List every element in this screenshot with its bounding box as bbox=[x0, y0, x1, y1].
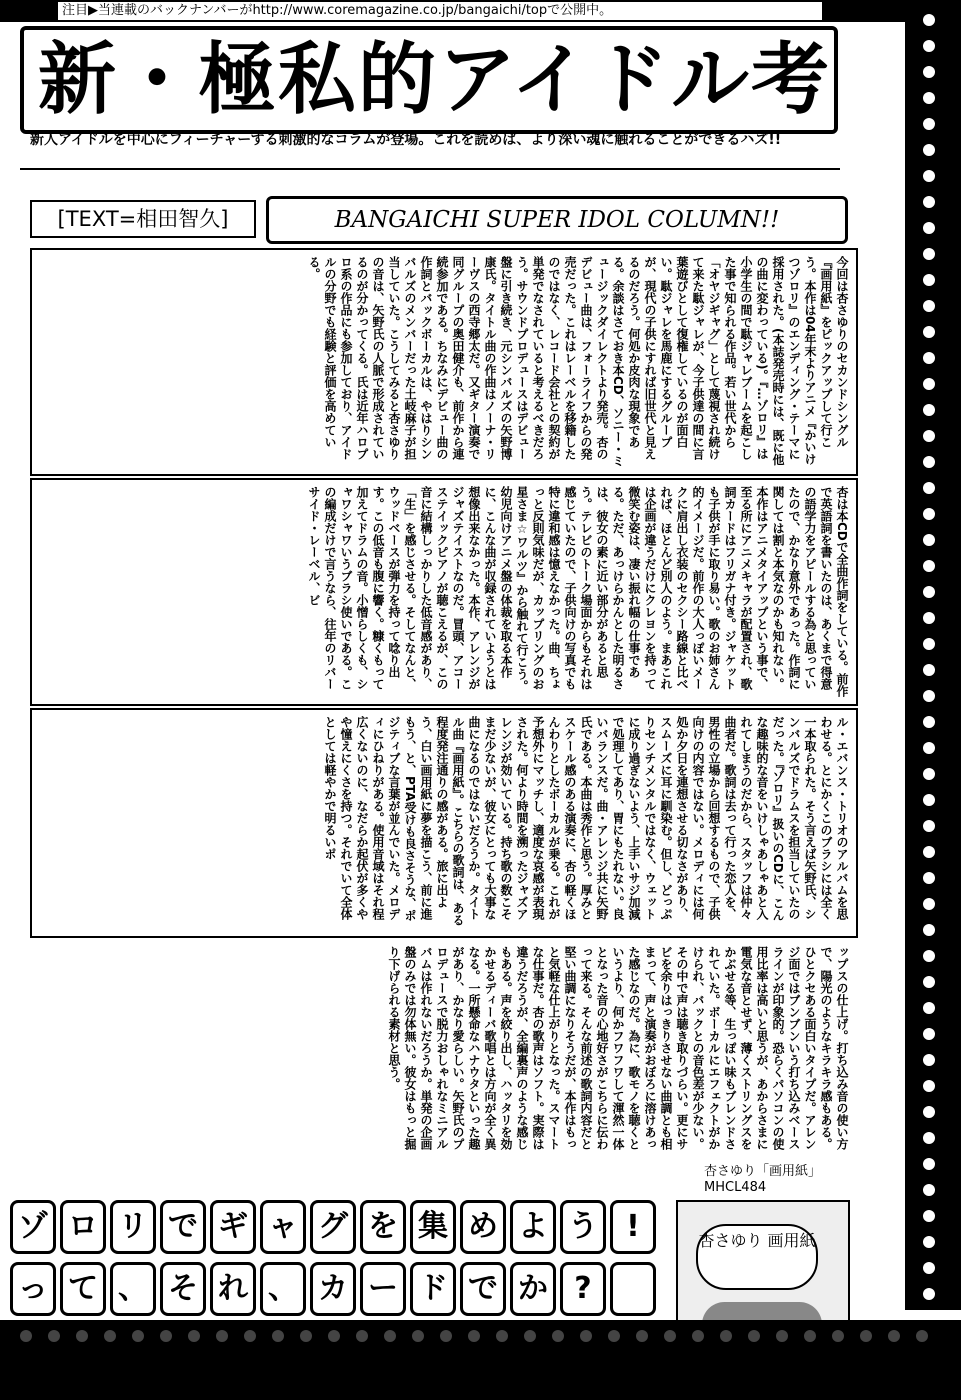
side-dot bbox=[923, 404, 935, 416]
side-dot bbox=[923, 690, 935, 702]
side-dot bbox=[923, 118, 935, 130]
bottom-dot bbox=[748, 1330, 760, 1342]
side-dot bbox=[923, 1236, 935, 1248]
divider bbox=[20, 168, 840, 170]
side-dot bbox=[923, 66, 935, 78]
letter-tile: グ bbox=[310, 1200, 356, 1254]
letter-tile: ゾ bbox=[10, 1200, 56, 1254]
letter-tile bbox=[610, 1262, 656, 1316]
bottom-dot bbox=[104, 1330, 116, 1342]
side-dot bbox=[923, 352, 935, 364]
side-dot bbox=[923, 40, 935, 52]
side-dot bbox=[923, 1158, 935, 1170]
bottom-dot bbox=[328, 1330, 340, 1342]
side-dot bbox=[923, 1106, 935, 1118]
side-dot bbox=[923, 300, 935, 312]
bottom-dot bbox=[552, 1330, 564, 1342]
page-title: 新・極私的アイドル考 bbox=[38, 35, 831, 125]
bottom-dot bbox=[76, 1330, 88, 1342]
bottom-black-bar bbox=[0, 1320, 961, 1400]
letter-tile: そ bbox=[160, 1262, 206, 1316]
letter-tile: ド bbox=[410, 1262, 456, 1316]
letter-tile: 、 bbox=[260, 1262, 306, 1316]
top-black-bar bbox=[0, 0, 961, 22]
side-dot bbox=[923, 820, 935, 832]
side-dot bbox=[923, 924, 935, 936]
column-row-3 bbox=[30, 708, 858, 938]
side-dot bbox=[923, 378, 935, 390]
cd-title-caption: 杏さゆり「画用紙」 bbox=[704, 1164, 822, 1179]
side-dot bbox=[923, 664, 935, 676]
bottom-dot bbox=[468, 1330, 480, 1342]
letter-tile: で bbox=[160, 1200, 206, 1254]
bottom-dot bbox=[160, 1330, 172, 1342]
tile-row-2 bbox=[10, 1262, 670, 1318]
side-dot bbox=[923, 612, 935, 624]
bottom-dot bbox=[48, 1330, 60, 1342]
side-dot bbox=[923, 1054, 935, 1066]
bottom-dot bbox=[692, 1330, 704, 1342]
side-dot bbox=[923, 1210, 935, 1222]
letter-tile: か bbox=[510, 1262, 556, 1316]
column-banner: BANGAICHI SUPER IDOL COLUMN!! bbox=[266, 196, 848, 244]
side-dot bbox=[923, 170, 935, 182]
bottom-dot bbox=[664, 1330, 676, 1342]
side-dot bbox=[923, 1184, 935, 1196]
letter-tile: を bbox=[360, 1200, 406, 1254]
side-dot bbox=[923, 872, 935, 884]
bottom-dot bbox=[916, 1330, 928, 1342]
bottom-dot bbox=[832, 1330, 844, 1342]
bottom-dot bbox=[608, 1330, 620, 1342]
letter-tile: め bbox=[460, 1200, 506, 1254]
side-dot bbox=[923, 92, 935, 104]
cover-logo: 杏さゆり 画用紙 bbox=[696, 1224, 818, 1290]
bottom-dot bbox=[20, 1330, 32, 1342]
bottom-dot bbox=[804, 1330, 816, 1342]
side-dot bbox=[923, 1132, 935, 1144]
letter-tile: ロ bbox=[60, 1200, 106, 1254]
tile-row-1 bbox=[10, 1200, 670, 1256]
letter-tile: 集 bbox=[410, 1200, 456, 1254]
side-dot bbox=[923, 742, 935, 754]
bottom-dot bbox=[888, 1330, 900, 1342]
bottom-dot bbox=[244, 1330, 256, 1342]
letter-tile: リ bbox=[110, 1200, 156, 1254]
letter-tile: 、 bbox=[110, 1262, 156, 1316]
bottom-dot bbox=[412, 1330, 424, 1342]
backnumber-note: 注目▶当連載のバックナンバーがhttp://www.coremagazine.co.jp/bangaichi/topで公開中。 bbox=[58, 2, 822, 20]
bottom-dot bbox=[272, 1330, 284, 1342]
side-dot bbox=[923, 898, 935, 910]
column-row-4 bbox=[30, 940, 858, 1158]
bottom-dot bbox=[300, 1330, 312, 1342]
bottom-dot bbox=[356, 1330, 368, 1342]
side-dot bbox=[923, 482, 935, 494]
side-dot bbox=[923, 508, 935, 520]
side-dot bbox=[923, 14, 935, 26]
column-row-1 bbox=[30, 248, 858, 476]
letter-tile: で bbox=[460, 1262, 506, 1316]
letter-tile: ギ bbox=[210, 1200, 256, 1254]
side-dot bbox=[923, 638, 935, 650]
letter-tile: よ bbox=[510, 1200, 556, 1254]
side-dot bbox=[923, 846, 935, 858]
side-dot bbox=[923, 950, 935, 962]
side-dot bbox=[923, 196, 935, 208]
title-box bbox=[20, 26, 838, 134]
bottom-dot bbox=[860, 1330, 872, 1342]
cd-catalog-number: MHCL484 bbox=[704, 1180, 767, 1195]
letter-tile: れ bbox=[210, 1262, 256, 1316]
side-dot bbox=[923, 716, 935, 728]
letter-tile: ? bbox=[560, 1262, 606, 1316]
article-column-1: 今回は杏さゆりのセカンドシングル『画用紙』をピックアップして行こう。本作は04年末よりアニメ『かいけつゾロリ』のエンディング・テーマに採用された。(本誌発売時には、既に他の曲に変わっている)。『…ゾロリ』は小学生の間で駄ジャレブームを起こした事で知られる作品。若い世代から「オヤジギャグ」として蔑視され続けて来た駄ジャレが、今子供達の間に言葉遊びとして復権しているのが面白い。駄ジャレを馬鹿にするグループが、現代の子供にすれば旧世代と見えるのだろう。何処か皮肉な現象である。余談はさておき本CD、ソニー・ミュージックダイレクトより発売。杏のデビュー曲は、フォーライフからの発売だった。これはレーベルを移籍したのではなく、レコード会社との契約が単発でなされていると考えるべきだろう。サウンドプロデュースはデビュー盤に引き続き、元シンバルズの矢野博康氏。タイトル曲の作曲はノーナ・リーヴスの西寺郷太だ。又ギター演奏で同グループの奥田健介も、前作から連続参加である。ちなみにデビュー曲の作詞とバックボーカルは、やはりシンバルズのメンバーだった土岐麻子が担当していた。こうしてみると杏さゆりの音は、矢野氏の人脈で形成されているのが分かってくる。氏は近年ハロプロ系の作品にも参加しており、アイドルの分野でも経験と評価を高めている。 bbox=[307, 256, 849, 467]
column-row-2 bbox=[30, 478, 858, 706]
bottom-dot bbox=[580, 1330, 592, 1342]
bottom-dot bbox=[132, 1330, 144, 1342]
side-dot bbox=[923, 144, 935, 156]
article-column-3: ル・エバンス・トリオのアルバムを思わせる。とにかくこのブラシには全く一本取られた。そう言えば矢野氏、シンバルズでドラムスを担当していたのだった。『ゾロリ』扱いのCDに、こんな趣味的な音をいけしゃあしゃあと入れてしまうのだから、スタッフは仲々曲者だ。歌詞は去って行った恋人を、男性の立場から回想するもので、子供向けの内容ではない。メロディには何処か夕日を連想させる切なさがあり、スムーズに耳に馴染む。但し、どっぷりセンチメンタルではなく、ウェットに成り過ぎないよう、上手いサジ加減で処理してあり、胃にもたれない。良いバランスだ。曲・アレンジ共に矢野氏である。本曲は秀作と思う。厚みとスケール感のある演奏に、杏の軽くほんわりとしたボーカルが乗る。これが予想外にマッチし、適度な哀感が表現された。何より時間を溯ったジャズアレンジが効いている。持ち歌の数こそまだ少ないが、彼女にとっても大事な曲になるのではないだろうか。タイトル曲『画用紙』。こちらの歌詞は、ある程度発注通りの感がある。旅に出よう、白い画用紙に夢を描こう、前に進もう、と、PTA受けも良さそうな、ポジティブな言葉が並んでいた。メロディにひねりがある。使用音域はそれ程広くないのに、なだらか起伏が多くやや憧えにくさを持つ。それでいて全体としては軽やかで明るいポ bbox=[323, 716, 849, 926]
side-dot bbox=[923, 1080, 935, 1092]
bottom-dot bbox=[524, 1330, 536, 1342]
side-dot bbox=[923, 430, 935, 442]
text-credit: [TEXT=相田智久] bbox=[30, 200, 256, 238]
letter-tile: っ bbox=[10, 1262, 56, 1316]
bottom-dot bbox=[776, 1330, 788, 1342]
side-dot bbox=[923, 1262, 935, 1274]
bottom-dot bbox=[720, 1330, 732, 1342]
side-dot bbox=[923, 534, 935, 546]
intro-text: 新人アイドルを中心にフィーチャーする刺激的なコラムが登場。これを読めば、より深い魂に触れることができるハズ!! bbox=[30, 132, 782, 148]
letter-tile: ー bbox=[360, 1262, 406, 1316]
side-dot bbox=[923, 586, 935, 598]
letter-tile: カ bbox=[310, 1262, 356, 1316]
side-dot bbox=[923, 274, 935, 286]
side-dot bbox=[923, 248, 935, 260]
article-column-4: ップスの仕上げ。打ち込み音の使い方で、陽光のようなキラキラ感もある。ひとクセある面白いタイプだ。アレンジ面ではブンブンいう打ち込みベースラインが印象的。恐らくパソコンの使用比率は高いと思うが、あからさまに電気な音とせず、薄くストリングスをかぶせる等、生っぽい味もブレンドされていた。ボーカルにエフェクトがかけられ、バックとの音色差が少ない。その中で声は聴き取りづらい。更にサビを余りはっきりさせない曲調とも相まって、声と演奏がおぼろに溶けあった感じなのだ。為に、歌モノを聴くというより、何かフワフワして渾然一体となった音の心地好さがこちらに伝わって来る。そんな前述の歌詞内容だと堅い曲調になりそうだが、本作はもっと気軽な仕上がりとなった。スマートな仕事だ。杏の歌声はソフト。実際は違うだろうが、全編裏声のような感じもある。声を絞り出し、ハッタリを効かせるディーバ歌唱とは方向が全く異なる。一所懸命なハナウタといった趣があり、かなり愛らしい。矢野氏のプロデュースで脱力おしゃれなミニアルバムは作れないだろうか。単発の企画盤のみでは勿体無い。彼女はもっと掘り下げられる素材と思う。 bbox=[387, 946, 849, 1150]
bottom-dot bbox=[496, 1330, 508, 1342]
side-dot bbox=[923, 976, 935, 988]
letter-tile: ャ bbox=[260, 1200, 306, 1254]
bottom-dot bbox=[216, 1330, 228, 1342]
side-dot bbox=[923, 768, 935, 780]
letter-tile: う bbox=[560, 1200, 606, 1254]
side-dot bbox=[923, 1288, 935, 1300]
side-dot bbox=[923, 456, 935, 468]
article-column-2: 杏は本CDで全曲作詞をしている。前作で英語詞を書いたのは、あくまで得意の語学力をアピールする為と思っていたので、かなり意外であった。作詞に関しては割と本気なのかも知れない。本作はアニメタイアップという事で、至る所にアニメキャラが配置され、歌詞カードはフリガナ付き。ジャケットも子供が手に取り易い。歌のお姉さん的イメージだ。前作の大人っぽいメークに肩出し衣装のセクシー路線と比べれば、ほとんど別人のよう。まあこれは企画が違うだけにクレヨンを持って微笑む姿は、凄い振れ幅の仕事である。ただ、あっけらかんとした明るさは、彼女の素に近い部分があると思う。テレビのトーク場面からもそれは感じていたので、子供向けの写真でも特に違和感は憶えなかった。曲、ちょっと反則気味だが、カップリングのお星さま☆ワルツ』から触れて行こう。幼児向けアニメ盤の体裁を取る本作に、こんな曲が収録されていようとは想像出来なかった。本作、アレンジがジャズテイストなのだ。冒頭、アコーステイックピアノが聴こえるが、この音に結構しっかりした低音感があり、「生」を感じさせる。そしてなんと、ウッドベースが弾力を持って唸り出す。この低音も腹に響く。糠くもって加えてドラムの音。小憎らしくも、シャワシャワいうブラシ使いである。この編成だけで言うなら、往年のリバーサイド・レーベル、ビ bbox=[307, 486, 849, 697]
side-dot bbox=[923, 1028, 935, 1040]
side-dot bbox=[923, 222, 935, 234]
letter-tile: ! bbox=[610, 1200, 656, 1254]
bottom-dot bbox=[188, 1330, 200, 1342]
bottom-dot bbox=[384, 1330, 396, 1342]
side-dot bbox=[923, 326, 935, 338]
side-dot bbox=[923, 1002, 935, 1014]
bottom-dot bbox=[440, 1330, 452, 1342]
side-dot bbox=[923, 794, 935, 806]
side-dot-strip bbox=[905, 0, 961, 1310]
bottom-dot bbox=[636, 1330, 648, 1342]
letter-tile: て bbox=[60, 1262, 106, 1316]
side-dot bbox=[923, 560, 935, 572]
